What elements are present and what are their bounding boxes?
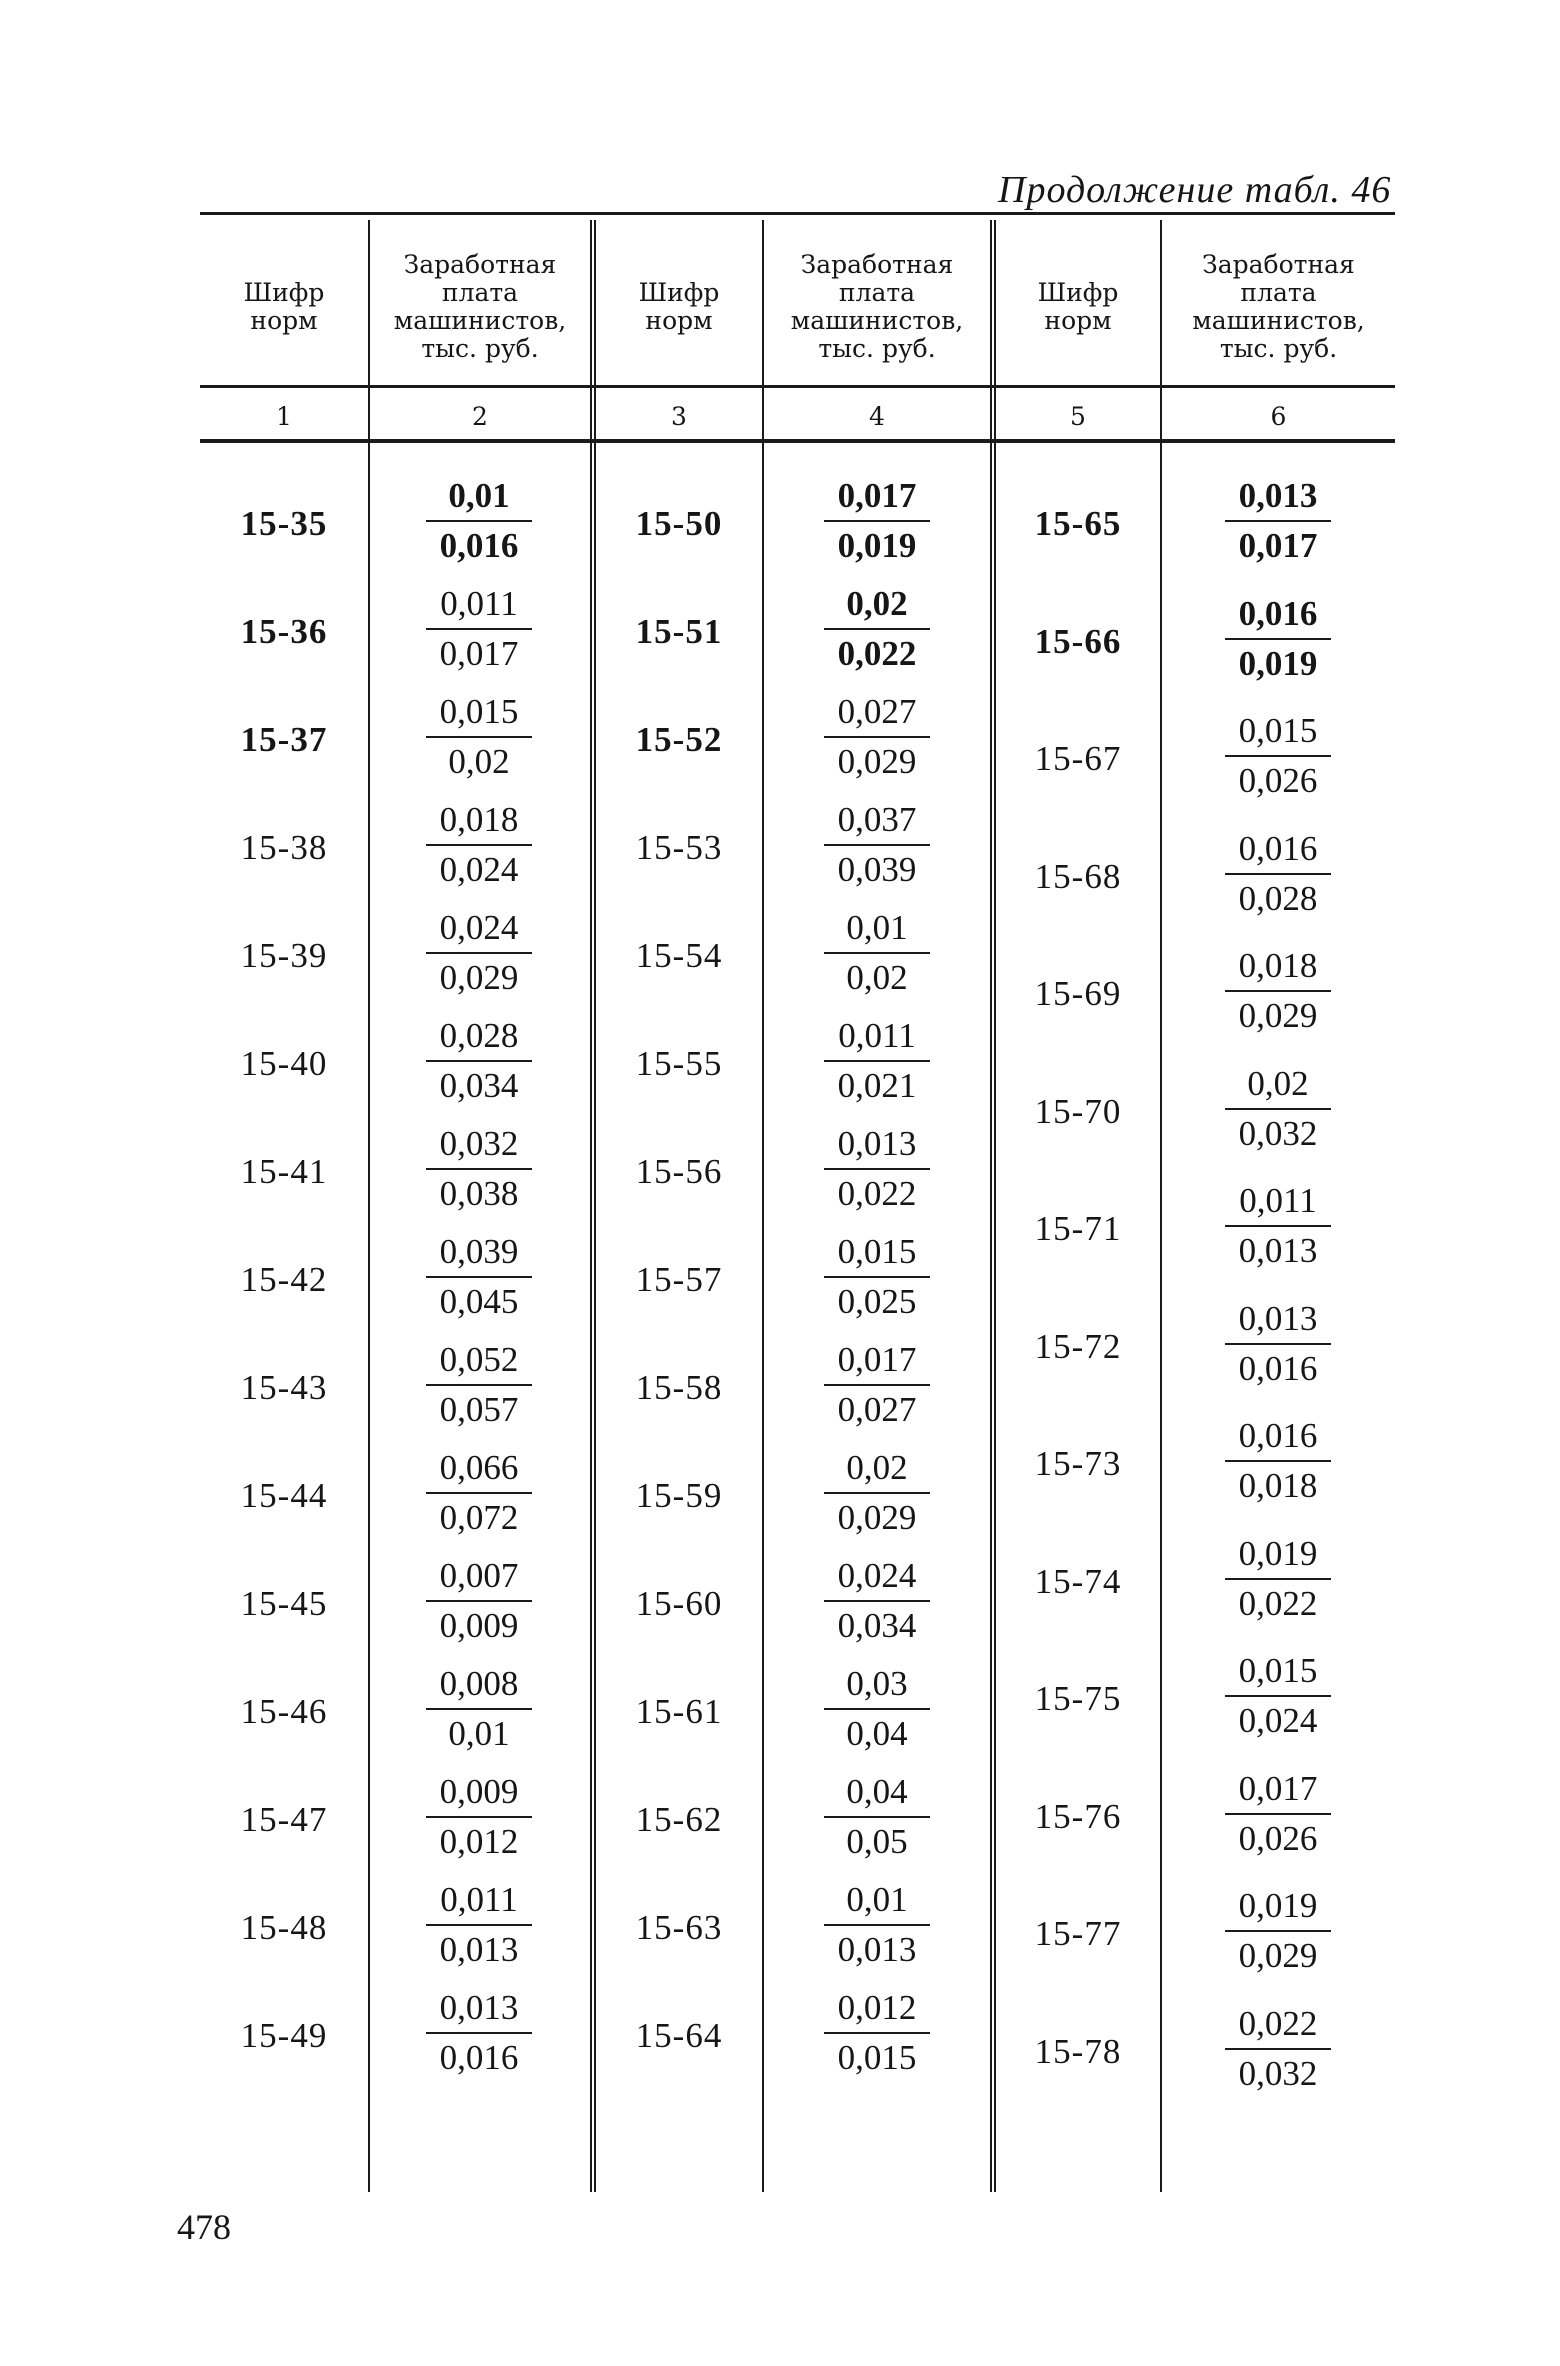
wage-numerator: 0,02 (1225, 1060, 1331, 1110)
norm-code: 15-59 (635, 1476, 723, 1515)
wage-numerator: 0,011 (824, 1012, 930, 1062)
wage-denominator: 0,012 (439, 1822, 519, 1861)
wage-numerator: 0,016 (1225, 1412, 1332, 1462)
norm-code: 15-64 (635, 2016, 723, 2055)
table-row (200, 1528, 1395, 1646)
wage-numerator: 0,008 (426, 1660, 533, 1710)
wage-numerator: 0,012 (824, 1984, 931, 2034)
wage-numerator: 0,024 (824, 1552, 931, 1602)
norm-code: 15-56 (635, 1152, 723, 1191)
norm-code: 15-76 (1034, 1796, 1122, 1836)
norm-code: 15-74 (1034, 1561, 1122, 1601)
wage-denominator: 0,013 (837, 1930, 917, 1969)
norm-code: 15-58 (635, 1368, 723, 1407)
norm-code: 15-37 (240, 720, 328, 759)
data-table (200, 212, 1395, 2192)
norm-code: 15-62 (635, 1800, 723, 1839)
header-rule (200, 385, 1395, 388)
wage-denominator: 0,024 (439, 850, 519, 889)
norm-code: 15-49 (240, 2016, 328, 2055)
wage-denominator: 0,022 (1238, 1583, 1318, 1623)
wage-numerator: 0,017 (824, 1336, 931, 1386)
wage-numerator: 0,015 (1225, 1647, 1332, 1697)
wage-numerator: 0,028 (426, 1012, 533, 1062)
wage-fraction (1218, 1412, 1338, 1510)
norm-code: 15-44 (240, 1476, 328, 1515)
norm-code: 15-68 (1034, 856, 1122, 896)
wage-numerator: 0,019 (1225, 1882, 1332, 1932)
wage-denominator: 0,017 (439, 634, 519, 673)
wage-numerator: 0,019 (1225, 1530, 1332, 1580)
norm-code: 15-71 (1034, 1209, 1122, 1248)
norm-code: 15-55 (635, 1044, 723, 1083)
wage-denominator: 0,026 (1238, 761, 1318, 800)
wage-denominator: 0,029 (837, 1498, 917, 1537)
norm-code: 15-75 (1034, 1679, 1122, 1718)
header-code-3: Шифр норм (1037, 278, 1119, 335)
wage-fraction (1218, 1647, 1338, 1745)
norm-code: 15-50 (635, 504, 723, 543)
wage-numerator: 0,032 (426, 1120, 533, 1170)
wage-numerator: 0,01 (824, 1876, 930, 1926)
norm-code: 15-35 (240, 504, 328, 543)
wage-fraction (1218, 1765, 1338, 1863)
wage-numerator: 0,017 (824, 472, 931, 522)
table-row (200, 1645, 1395, 1763)
wage-denominator: 0,04 (846, 1714, 908, 1753)
wage-numerator: 0,011 (1225, 1177, 1331, 1227)
column-number-6: 6 (1270, 401, 1287, 431)
norm-code: 15-61 (635, 1692, 723, 1731)
wage-numerator: 0,037 (824, 796, 931, 846)
wage-fraction (1218, 472, 1338, 570)
norm-code: 15-45 (240, 1584, 328, 1623)
wage-numerator: 0,007 (426, 1552, 533, 1602)
wage-denominator: 0,013 (1238, 1231, 1318, 1270)
wage-numerator: 0,015 (1225, 707, 1332, 757)
norm-code: 15-48 (240, 1908, 328, 1947)
wage-denominator: 0,013 (439, 1930, 519, 1969)
wage-numerator: 0,016 (1225, 590, 1332, 640)
column-number-4: 4 (869, 401, 885, 431)
column-number-5: 5 (1070, 401, 1086, 431)
norm-code: 15-69 (1034, 974, 1122, 1013)
table-body-right (200, 470, 1395, 2115)
wage-fraction (1218, 707, 1338, 805)
wage-denominator: 0,019 (1238, 643, 1318, 683)
wage-denominator: 0,02 (448, 742, 510, 781)
norm-code: 15-67 (1034, 739, 1122, 778)
wage-denominator: 0,021 (837, 1066, 917, 1105)
wage-fraction (1218, 1530, 1338, 1628)
wage-denominator: 0,017 (1238, 526, 1318, 565)
wage-fraction (1218, 1177, 1338, 1275)
wage-denominator: 0,015 (837, 2038, 917, 2077)
column-number-2: 2 (472, 401, 488, 431)
norm-code: 15-51 (635, 612, 723, 651)
page-number: 478 (177, 2207, 231, 2247)
wage-denominator: 0,032 (1238, 1113, 1318, 1153)
norm-code: 15-60 (635, 1584, 723, 1623)
norm-code: 15-43 (240, 1368, 328, 1407)
wage-denominator: 0,029 (837, 742, 917, 781)
header-wage-2: Заработная плата машинистов, тыс. руб. (790, 250, 964, 363)
wage-denominator: 0,016 (1238, 1348, 1318, 1388)
norm-code: 15-63 (635, 1908, 723, 1947)
wage-numerator: 0,01 (426, 472, 532, 522)
table-row (200, 588, 1395, 706)
wage-denominator: 0,016 (439, 2038, 519, 2077)
wage-fraction (1218, 1295, 1338, 1393)
wage-denominator: 0,057 (439, 1390, 519, 1429)
table-row (200, 1175, 1395, 1293)
norm-code: 15-66 (1034, 621, 1122, 661)
wage-denominator: 0,022 (837, 634, 917, 673)
wage-fraction (1218, 825, 1338, 923)
wage-denominator: 0,018 (1238, 1466, 1318, 1505)
wage-denominator: 0,026 (1238, 1818, 1318, 1858)
wage-numerator: 0,066 (426, 1444, 533, 1494)
wage-numerator: 0,024 (426, 904, 533, 954)
wage-numerator: 0,04 (824, 1768, 930, 1818)
wage-fraction (1218, 1882, 1338, 1980)
wage-denominator: 0,022 (837, 1174, 917, 1213)
wage-denominator: 0,034 (837, 1606, 917, 1645)
table-row (200, 1998, 1395, 2116)
wage-denominator: 0,02 (846, 958, 908, 997)
wage-denominator: 0,028 (1238, 878, 1318, 918)
norm-code: 15-46 (240, 1692, 328, 1731)
wage-denominator: 0,024 (1238, 1701, 1318, 1740)
norm-code: 15-38 (240, 828, 328, 867)
wage-denominator: 0,019 (837, 526, 917, 565)
column-number-3: 3 (671, 401, 687, 431)
wage-numerator: 0,02 (824, 580, 930, 630)
wage-denominator: 0,072 (439, 1498, 519, 1537)
wage-numerator: 0,013 (1225, 1295, 1332, 1345)
header-code-2: Шифр норм (638, 278, 720, 335)
wage-fraction (1218, 1060, 1338, 1158)
header-wage-3: Заработная плата машинистов, тыс. руб. (1192, 250, 1365, 363)
wage-numerator: 0,015 (824, 1228, 931, 1278)
norm-code: 15-70 (1034, 1091, 1122, 1131)
header-code-1: Шифр норм (243, 278, 325, 335)
norm-code: 15-39 (240, 936, 328, 975)
norm-code: 15-78 (1034, 2031, 1122, 2071)
norm-code: 15-42 (240, 1260, 328, 1299)
wage-denominator: 0,029 (439, 958, 519, 997)
norm-code: 15-77 (1034, 1914, 1122, 1953)
wage-numerator: 0,013 (426, 1984, 533, 2034)
header-wage-1: Заработная плата машинистов, тыс. руб. (393, 250, 567, 363)
table-row (200, 940, 1395, 1058)
table-row (200, 470, 1395, 588)
table-row (200, 823, 1395, 941)
wage-denominator: 0,034 (439, 1066, 519, 1105)
wage-numerator: 0,011 (426, 580, 532, 630)
norm-code: 15-47 (240, 1800, 328, 1839)
wage-numerator: 0,017 (1225, 1765, 1332, 1815)
table-row (200, 705, 1395, 823)
wage-denominator: 0,016 (439, 526, 519, 565)
wage-denominator: 0,029 (1238, 996, 1318, 1035)
wage-denominator: 0,025 (837, 1282, 917, 1321)
wage-numerator: 0,01 (824, 904, 930, 954)
norm-code: 15-52 (635, 720, 723, 759)
norm-code: 15-73 (1034, 1444, 1122, 1483)
wage-numerator: 0,018 (1225, 942, 1332, 992)
norm-code: 15-41 (240, 1152, 328, 1191)
norm-code: 15-53 (635, 828, 723, 867)
wage-denominator: 0,039 (837, 850, 917, 889)
table-row (200, 1058, 1395, 1176)
norm-code: 15-65 (1034, 504, 1122, 543)
wage-fraction (1218, 2000, 1338, 2098)
wage-denominator: 0,05 (846, 1822, 908, 1861)
wage-denominator: 0,032 (1238, 2053, 1318, 2093)
wage-numerator: 0,011 (426, 1876, 532, 1926)
wage-numerator: 0,03 (824, 1660, 930, 1710)
norm-code: 15-36 (240, 612, 328, 651)
wage-denominator: 0,038 (439, 1174, 519, 1213)
wage-numerator: 0,027 (824, 688, 931, 738)
wage-numerator: 0,052 (426, 1336, 533, 1386)
table-caption: Продолжение табл. 46 (998, 169, 1392, 211)
norm-code: 15-57 (635, 1260, 723, 1299)
table-top-rule (200, 212, 1395, 215)
wage-numerator: 0,013 (824, 1120, 931, 1170)
table-row (200, 1763, 1395, 1881)
norm-code: 15-54 (635, 936, 723, 975)
table-row (200, 1410, 1395, 1528)
wage-denominator: 0,009 (439, 1606, 519, 1645)
wage-denominator: 0,045 (439, 1282, 519, 1321)
wage-numerator: 0,022 (1225, 2000, 1332, 2050)
wage-numerator: 0,018 (426, 796, 533, 846)
wage-denominator: 0,01 (448, 1714, 510, 1753)
wage-numerator: 0,015 (426, 688, 533, 738)
wage-denominator: 0,027 (837, 1390, 917, 1429)
wage-numerator: 0,013 (1225, 472, 1332, 522)
norm-code: 15-40 (240, 1044, 328, 1083)
wage-denominator: 0,029 (1238, 1936, 1318, 1975)
table-row (200, 1880, 1395, 1998)
column-number-1: 1 (276, 401, 292, 431)
wage-numerator: 0,039 (426, 1228, 533, 1278)
wage-numerator: 0,016 (1225, 825, 1332, 875)
wage-numerator: 0,009 (426, 1768, 533, 1818)
wage-fraction (1218, 942, 1338, 1040)
wage-numerator: 0,02 (824, 1444, 930, 1494)
column-number-rule (200, 439, 1395, 443)
wage-fraction (1218, 590, 1338, 688)
norm-code: 15-72 (1034, 1326, 1122, 1366)
table-row (200, 1293, 1395, 1411)
